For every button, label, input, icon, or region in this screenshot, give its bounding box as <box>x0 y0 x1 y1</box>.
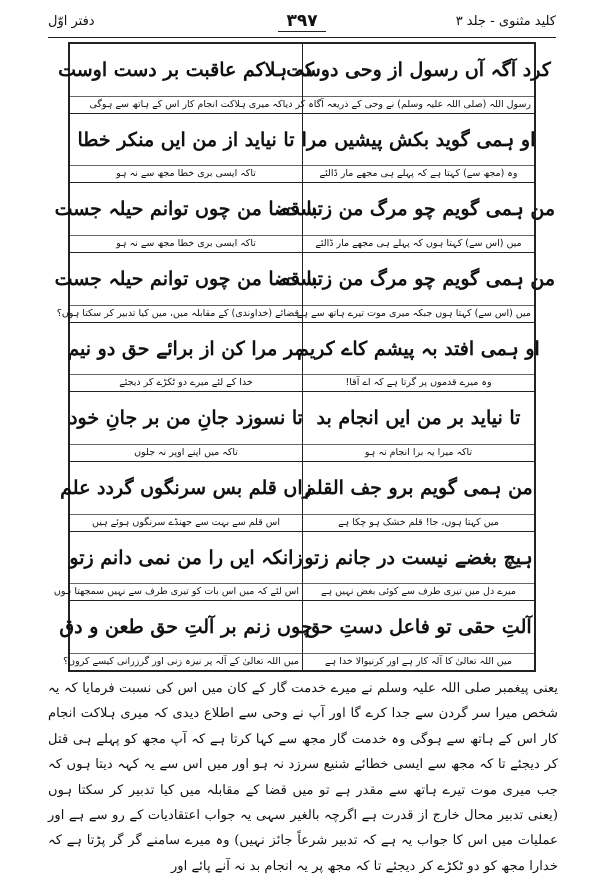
urdu-translation: اس لئے کہ میں اس بات کو تیری طرف سے نہیں سمجھتا ہوں <box>70 583 302 600</box>
verse-table <box>53 42 555 672</box>
urdu-translation: تاکہ میں اپنے اوپر نہ جلوں <box>70 444 302 461</box>
commentary-block <box>48 676 558 879</box>
verse-cell-second <box>70 392 302 461</box>
persian-verse: ہیچ بغضے نیست در جانم زتو <box>304 546 533 569</box>
persian-verse: من ہمی گویم چو مرگ من زتست <box>281 267 555 290</box>
header-rule <box>48 37 556 38</box>
urdu-translation: اس قلم سے بہت سے جھنڈے سرنگوں ہوئے ہیں <box>70 514 302 531</box>
verse-cell-second <box>67 323 305 392</box>
persian-verse: او ہمی گوید بکش پیشیں مرا <box>301 128 536 151</box>
persian-verse: او ہمی افتد بہ پیشم کاے کریم <box>297 337 540 360</box>
verse-cell-first <box>302 532 534 601</box>
urdu-translation: میں کہتا ہوں، جا! قلم خشک ہو چکا ہے <box>303 514 534 531</box>
urdu-translation: وہ میرے قدموں پر گرتا ہے کہ اے آقا! <box>303 374 534 391</box>
section-title: دفتر اوّل <box>48 13 95 29</box>
urdu-translation: وہ (مجھ سے) کہتا ہے کہ پہلے ہی مجھے مار ڈالئے <box>303 165 534 182</box>
verse-cell-first <box>281 253 555 322</box>
persian-verse: زانکہ ایں را من نمی دانم زتو <box>69 546 303 569</box>
verse-cell-first <box>302 392 534 461</box>
verse-row <box>59 601 534 670</box>
verse-cell-first <box>281 183 555 252</box>
verse-cell-second <box>58 44 314 113</box>
persian-verse: چوں زنم بر آلتِ حق طعن و دق <box>59 616 313 639</box>
persian-verse: با قضا من چوں توانم حیلہ جست <box>54 198 318 221</box>
urdu-translation: میرے دل میں تیری طرف سے کوئی بغض نہیں ہے <box>303 583 534 600</box>
book-title: کلید مثنوی - جلد ۳ <box>455 13 556 29</box>
verse-cell-second <box>60 462 312 531</box>
persian-verse: من ہمی گویم برو جف القلم <box>304 476 533 499</box>
urdu-translation: میں اللہ تعالیٰ کے آلہ پر نیزہ زنی اور گرزرانی کیسے کروں؟ <box>70 653 302 670</box>
commentary-paragraph: یعنی پیغمبر صلی اللہ علیہ وسلم نے میرے خدمت گار کے کان میں اس کی نسبت فرمایا کہ یہ شخص میرا سر گردن سے جدا کرے گا اور آپ نے وحی سے اطلاع دیدی کہ میری ہلاکت انجام کار اس کے ہاتھ سے ہوگی وہ خدمت گار مجھ سے کہا کرتا ہے کہ آپ مجھ کو پہلے ہی قتل کر دیجئے تا کہ مجھ سے ایسی خطائے شنیع سرزد نہ ہو اور میں اس سے یہ کہہ دیتا ہوں کہ جب میری موت تیرے ہاتھ سے مقدر ہے تو میں قضا کے مقابلہ میں کیا تدبیر کر سکتا ہوں (یعنی تدبیر محال خارج از قدرت ہے اگرچہ بالغیر سہی یہ جواب اعتقادیات کے رو سے ہے اور عملیات میں اس کا جواب یہ ہے کہ تدبیر شرعاً جائز نہیں) وہ میرے سامنے گر گر پڑتا ہے کہ خدارا مجھ کو دو ٹکڑے کر دیجئے تا کہ مجھ پر یہ انجام بد نہ آنے پائے اور <box>48 681 558 874</box>
urdu-translation: میں (اس سے) کہتا ہوں کہ پہلے ہی مجھے مار ڈالئے <box>303 235 534 252</box>
urdu-translation: تاکہ ایسی بری خطا مجھ سے نہ ہو <box>70 235 302 252</box>
urdu-translation: میں (اس سے) کہتا ہوں جبکہ میری موت تیرے ہاتھ سے ہے <box>303 305 534 322</box>
verse-cell-second <box>54 253 318 322</box>
verse-row <box>67 323 540 393</box>
verse-cell-first <box>302 114 534 183</box>
verse-cell-second <box>53 532 303 601</box>
verse-row <box>54 253 555 323</box>
verse-row <box>54 183 555 253</box>
verse-row <box>60 462 534 532</box>
verse-cell-first <box>302 462 534 531</box>
urdu-translation: تاکہ میرا یہ برا انجام نہ ہو <box>303 444 534 461</box>
verse-cell-first <box>282 44 551 113</box>
persian-verse: کہ ہلاکم عاقبت بر دست اوست <box>58 58 314 81</box>
persian-verse: کرد آگہ آں رسول از وحی دوست <box>286 58 551 81</box>
persian-verse: آلتِ حقی تو فاعل دستِ حق <box>305 616 532 639</box>
verse-row <box>70 392 534 462</box>
persian-verse: با قضا من چوں توانم حیلہ جست <box>54 267 318 290</box>
persian-verse: من ہمی گویم چو مرگ من زتست <box>281 198 555 221</box>
urdu-translation: رسول اللہ (صلی اللہ علیہ وسلم) نے وحی کے ذریعہ آگاہ کر دیا <box>303 96 534 113</box>
verse-cell-second <box>70 114 302 183</box>
verse-cell-second <box>54 183 318 252</box>
verse-row <box>53 532 534 602</box>
persian-verse: تا نیاید بر من ایں انجام بد <box>316 407 521 430</box>
persian-verse: تا نسوزد جانِ من بر جانِ خود <box>69 407 303 430</box>
page-number: ۳۹۷ <box>278 11 325 32</box>
page-header <box>48 6 556 36</box>
verse-cell-first <box>302 601 534 670</box>
urdu-translation: کہ میری ہلاکت انجام کار اس کے ہاتھ سے ہوگی <box>70 96 302 113</box>
persian-verse: تا نیاید از من ایں منکر خطا <box>77 128 295 151</box>
urdu-translation: تاکہ ایسی بری خطا مجھ سے نہ ہو <box>70 165 302 182</box>
persian-verse: زاں قلم بس سرنگوں گردد علم <box>60 476 312 499</box>
verse-row <box>58 44 551 114</box>
verse-row <box>70 114 534 184</box>
urdu-translation: قضائے (خداوندی) کے مقابلہ میں، میں کیا تدبیر کر سکتا ہوں؟ <box>70 305 302 322</box>
verse-cell-first <box>297 323 540 392</box>
urdu-translation: خدا کے لئے میرے دو ٹکڑے کر دیجئے <box>70 374 302 391</box>
urdu-translation: میں اللہ تعالیٰ کا آلہ کار ہے اور کرنیوالا خدا ہے <box>303 653 534 670</box>
persian-verse: مر مرا کن از برائے حق دو نیم <box>67 337 305 360</box>
verse-cell-second <box>59 601 313 670</box>
